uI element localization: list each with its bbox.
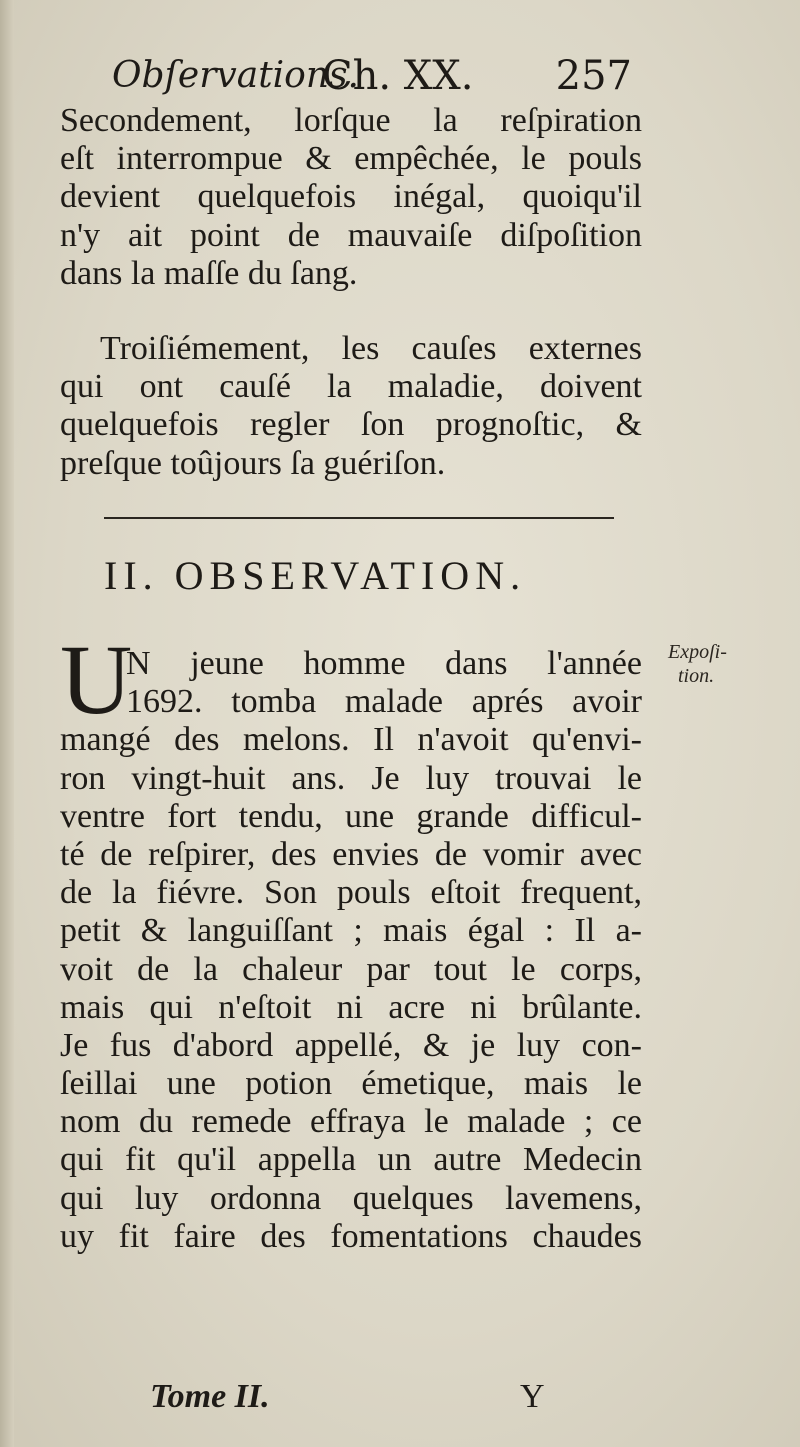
paragraph-secondement bbox=[60, 102, 642, 293]
text-line: Troiſiémement, les cauſes externes bbox=[100, 330, 642, 367]
running-head bbox=[112, 50, 632, 102]
text-line: qui fit qu'il appella un autre Medecin bbox=[60, 1141, 642, 1179]
page-gutter bbox=[0, 0, 14, 1447]
text-line: preſque toûjours ſa guériſon. bbox=[60, 444, 446, 482]
text-line: qui ont cauſé la maladie, doivent bbox=[60, 368, 642, 406]
text-line: Secondement, lorſque la reſpiration bbox=[60, 102, 642, 139]
text-line: quelquefois regler ſon prognoſtic, & bbox=[60, 406, 642, 444]
running-head-chapter: Ch. XX. bbox=[322, 53, 474, 99]
text-line: uy fit faire des fomentations chaudes bbox=[60, 1217, 642, 1255]
text-line: mais qui n'eſtoit ni acre ni brûlante. bbox=[60, 988, 642, 1026]
text-line: té de reſpirer, des envies de vomir avec bbox=[60, 835, 642, 873]
text-line: de la fiévre. Son pouls eſtoit frequent, bbox=[60, 874, 642, 912]
margin-note bbox=[668, 640, 798, 688]
text-line: ron vingt-huit ans. Je luy trouvai le bbox=[60, 759, 642, 797]
running-head-title: Obſervations. bbox=[112, 55, 359, 96]
page-number: 257 bbox=[555, 53, 632, 99]
text-line: dans la maſſe du ſang. bbox=[60, 254, 358, 292]
text-line: N jeune homme dans l'année bbox=[126, 645, 642, 682]
text-line: petit & languiſſant ; mais égal : Il a- bbox=[60, 912, 642, 950]
text-line: voit de la chaleur par tout le corps, bbox=[60, 950, 642, 988]
text-line: eſt interrompue & empêchée, le pouls bbox=[60, 140, 642, 178]
text-line: qui luy ordonna quelques lavemens, bbox=[60, 1179, 642, 1217]
text-line: mangé des melons. Il n'avoit qu'envi- bbox=[60, 721, 642, 759]
margin-note-line: tion. bbox=[678, 665, 715, 687]
volume-label: Tome II. bbox=[150, 1378, 270, 1415]
signature-mark: Y bbox=[520, 1378, 545, 1415]
text-line: 1692. tomba malade aprés avoir bbox=[126, 683, 642, 721]
drop-cap: U bbox=[60, 624, 133, 735]
page-footer bbox=[150, 1372, 550, 1422]
section-rule bbox=[104, 517, 614, 519]
text-line: ſeillai une potion émetique, mais le bbox=[60, 1065, 642, 1103]
text-line: nom du remede effraya le malade ; ce bbox=[60, 1103, 642, 1141]
text-line: ventre fort tendu, une grande difficul- bbox=[60, 797, 642, 835]
section-heading: II. OBSERVATION. bbox=[104, 553, 527, 598]
margin-note-line: Expoſi- bbox=[668, 641, 727, 663]
paragraph-observation bbox=[60, 645, 642, 1256]
text-line: n'y ait point de mauvaiſe diſpoſition bbox=[60, 216, 642, 254]
paragraph-troisiemement bbox=[60, 330, 642, 483]
text-line: Je fus d'abord appellé, & je luy con- bbox=[60, 1026, 642, 1064]
text-line: devient quelquefois inégal, quoiqu'il bbox=[60, 178, 642, 216]
